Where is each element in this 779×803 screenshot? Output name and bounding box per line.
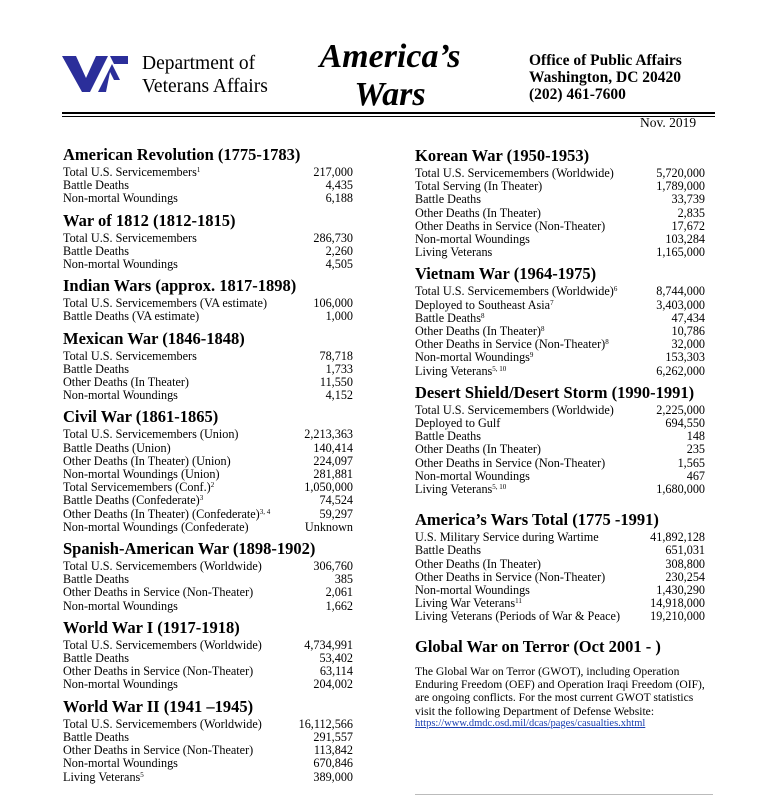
stat-label-text: Non-mortal Woundings bbox=[63, 388, 178, 403]
stat-value: 224,097 bbox=[313, 453, 353, 468]
stat-label-text: Total U.S. Servicemembers bbox=[63, 230, 197, 245]
war-title: Vietnam War (1964-1975) bbox=[415, 264, 597, 284]
stat-label bbox=[63, 521, 249, 534]
stat-value: 148 bbox=[686, 429, 705, 444]
stat-label bbox=[63, 258, 178, 271]
footnote-marker: 3 bbox=[199, 494, 204, 503]
stat-label-text: Total Serving (In Theater) bbox=[415, 179, 543, 194]
stat-value: 286,730 bbox=[313, 230, 353, 245]
stat-label-text: Living Veterans (Periods of War & Peace) bbox=[415, 609, 621, 624]
stat-row bbox=[63, 600, 353, 613]
department-name bbox=[142, 52, 268, 98]
stat-label-text: Battle Deaths (Confederate) bbox=[63, 493, 200, 508]
war-title: World War I (1917-1918) bbox=[63, 617, 240, 637]
stat-label-text: Battle Deaths bbox=[415, 543, 481, 558]
stat-label-text: Deployed to Southeast Asia bbox=[415, 297, 551, 312]
footnote-marker: 3, 4 bbox=[259, 507, 271, 516]
stat-value: 6,262,000 bbox=[656, 363, 705, 378]
footnote-marker: 11 bbox=[515, 597, 522, 606]
stat-value: 291,557 bbox=[313, 729, 353, 744]
stat-label bbox=[63, 678, 178, 691]
war-title: War of 1812 (1812-1815) bbox=[63, 210, 236, 230]
office-line3: (202) 461-7600 bbox=[529, 86, 626, 103]
stat-value: 19,210,000 bbox=[650, 609, 705, 624]
footnote-marker: 8 bbox=[605, 338, 609, 347]
stat-label-text: Total U.S. Servicemembers (Worldwide) bbox=[415, 284, 614, 299]
gwot-description: The Global War on Terror (GWOT), including Operation Enduring Freedom (OEF) and Operation Iraqi Freedom (OIF), are ongoing conflicts. For the most current GWOT statistics visit the following Department of Defense Website: bbox=[415, 664, 705, 718]
war-title: America’s Wars Total (1775 -1991) bbox=[415, 510, 659, 530]
stat-value: 1,662 bbox=[325, 598, 353, 613]
stat-label bbox=[63, 310, 199, 323]
footnote-marker: 5, 10 bbox=[492, 364, 507, 373]
stat-label-text: Total U.S. Servicemembers (Union) bbox=[63, 427, 239, 442]
stat-label-text: Total U.S. Servicemembers (Worldwide) bbox=[63, 716, 262, 731]
gwot-section bbox=[415, 636, 705, 729]
stat-value: 113,842 bbox=[313, 743, 353, 758]
stat-label-text: Living Veterans bbox=[415, 363, 493, 378]
war-title: Korean War (1950-1953) bbox=[415, 146, 590, 165]
stat-label-text: Non-mortal Woundings (Confederate) bbox=[63, 519, 249, 534]
stat-label-text: Other Deaths in Service (Non-Theater) bbox=[63, 585, 254, 600]
office-line1: Office of Public Affairs bbox=[529, 52, 682, 69]
stat-label-text: Other Deaths (In Theater) (Confederate) bbox=[63, 506, 260, 521]
stat-row bbox=[63, 192, 353, 205]
stat-label-text: Non-mortal Woundings bbox=[63, 191, 178, 206]
stat-label-text: Battle Deaths bbox=[63, 572, 129, 587]
stat-label-text: Non-mortal Woundings bbox=[63, 598, 178, 613]
stat-value: 467 bbox=[686, 468, 705, 483]
stat-label-text: Other Deaths in Service (Non-Theater) bbox=[415, 218, 606, 233]
stat-label-text: Other Deaths in Service (Non-Theater) bbox=[415, 337, 606, 352]
stat-label-text: Total U.S. Servicemembers (Worldwide) bbox=[415, 402, 614, 417]
stat-label-text: Other Deaths (In Theater) bbox=[415, 205, 541, 220]
stat-label-text: Other Deaths in Service (Non-Theater) bbox=[63, 743, 254, 758]
stat-label-text: Other Deaths in Service (Non-Theater) bbox=[63, 664, 254, 679]
stat-label-text: Total U.S. Servicemembers (Worldwide) bbox=[63, 637, 262, 652]
stat-row bbox=[63, 258, 353, 271]
stat-value: 306,760 bbox=[313, 559, 353, 574]
stat-label-text: Total Servicemembers (Conf.) bbox=[63, 480, 211, 495]
stat-label bbox=[63, 389, 178, 402]
stat-label-text: Living War Veterans bbox=[415, 596, 516, 611]
stat-label-text: Non-mortal Woundings bbox=[63, 756, 178, 771]
stat-value: 103,284 bbox=[665, 232, 705, 247]
stat-label bbox=[415, 246, 492, 259]
stat-value: 217,000 bbox=[313, 165, 353, 179]
stat-row bbox=[415, 610, 705, 623]
stat-value: 33,739 bbox=[671, 192, 705, 207]
stat-value: 47,434 bbox=[671, 310, 705, 325]
dept-line1: Department of bbox=[142, 53, 256, 74]
war-section bbox=[415, 382, 705, 496]
stat-value: 17,672 bbox=[671, 218, 705, 233]
stat-label-text: Total U.S. Servicemembers (Worldwide) bbox=[415, 166, 614, 180]
stat-row bbox=[63, 771, 353, 784]
stat-value: 4,152 bbox=[325, 388, 353, 403]
stat-value: 204,002 bbox=[313, 677, 353, 692]
stat-value: 670,846 bbox=[313, 756, 353, 771]
stat-value: 63,114 bbox=[319, 664, 353, 679]
stat-value: 2,213,363 bbox=[304, 427, 353, 442]
va-logo-icon bbox=[62, 50, 128, 94]
war-section bbox=[63, 275, 353, 323]
stat-value: 59,297 bbox=[319, 506, 353, 521]
stat-label-text: Battle Deaths bbox=[63, 651, 129, 666]
dod-casualties-link[interactable]: https://www.dmdc.osd.mil/dcas/pages/casualties.xhtml bbox=[415, 717, 646, 729]
stat-value: 32,000 bbox=[671, 337, 705, 352]
stat-label-text: Non-mortal Woundings bbox=[415, 468, 530, 483]
war-title: Civil War (1861-1865) bbox=[63, 407, 219, 427]
war-section bbox=[63, 538, 353, 613]
stat-value: 140,414 bbox=[313, 440, 353, 455]
stat-label-text: Non-mortal Woundings bbox=[63, 257, 178, 272]
stat-row bbox=[63, 310, 353, 323]
stat-value: 16,112,566 bbox=[298, 716, 353, 731]
stat-value: 8,744,000 bbox=[656, 284, 705, 299]
office-line2: Washington, DC 20420 bbox=[529, 69, 682, 86]
stat-label-text: Battle Deaths (VA estimate) bbox=[63, 309, 200, 324]
stat-value: 2,225,000 bbox=[656, 402, 705, 417]
war-section bbox=[415, 145, 705, 259]
stat-value: 2,061 bbox=[325, 585, 353, 600]
stat-label-text: Battle Deaths bbox=[63, 243, 129, 258]
stat-value: 235 bbox=[686, 442, 705, 457]
war-section bbox=[63, 696, 353, 784]
page-title bbox=[300, 38, 480, 114]
war-title: Spanish-American War (1898-1902) bbox=[63, 539, 316, 559]
war-section bbox=[63, 406, 353, 534]
stat-value: 230,254 bbox=[665, 569, 705, 584]
stat-value: 651,031 bbox=[665, 543, 705, 558]
footnote-marker: 8 bbox=[481, 311, 485, 320]
stat-value: 2,835 bbox=[677, 205, 705, 220]
stat-value: 153,303 bbox=[665, 350, 705, 365]
footnote-marker: 7 bbox=[550, 298, 554, 307]
stat-label bbox=[63, 600, 178, 613]
stat-row bbox=[415, 365, 705, 378]
stat-value: 41,892,128 bbox=[650, 530, 705, 545]
stat-value: 4,435 bbox=[325, 178, 353, 193]
stat-label bbox=[415, 610, 620, 623]
stat-value: 10,786 bbox=[671, 324, 705, 339]
stat-label-text: Battle Deaths bbox=[415, 192, 481, 207]
stat-value: 389,000 bbox=[313, 769, 353, 784]
stat-value: 11,550 bbox=[319, 375, 353, 390]
stat-label-text: Non-mortal Woundings bbox=[415, 350, 530, 365]
stat-label-text: Battle Deaths bbox=[63, 361, 129, 376]
stat-value: 1,430,290 bbox=[656, 583, 705, 598]
stat-row bbox=[63, 389, 353, 402]
stat-label-text: Non-mortal Woundings (Union) bbox=[63, 467, 220, 482]
stat-value: 1,680,000 bbox=[656, 482, 705, 497]
dept-line2: Veterans Affairs bbox=[142, 76, 268, 97]
war-title: Mexican War (1846-1848) bbox=[63, 328, 245, 348]
stat-row bbox=[63, 521, 353, 534]
stat-value: 308,800 bbox=[665, 556, 705, 571]
stat-value: Unknown bbox=[304, 519, 353, 534]
stat-value: 1,165,000 bbox=[656, 245, 705, 260]
war-section bbox=[63, 144, 353, 206]
bottom-rule bbox=[415, 794, 713, 795]
stat-value: 385 bbox=[334, 572, 353, 587]
stat-label bbox=[63, 192, 178, 205]
stat-label-text: Other Deaths (In Theater) (Union) bbox=[63, 453, 231, 468]
stat-label-text: Other Deaths (In Theater) bbox=[415, 556, 541, 571]
stat-value: 74,524 bbox=[319, 493, 353, 508]
stat-label-text: Total U.S. Servicemembers bbox=[63, 165, 197, 179]
footnote-marker: 5, 10 bbox=[492, 483, 507, 492]
office-info bbox=[529, 52, 682, 103]
stat-label-text: Battle Deaths bbox=[63, 729, 129, 744]
stat-label bbox=[415, 365, 506, 378]
war-section bbox=[63, 210, 353, 272]
war-title: Desert Shield/Desert Storm (1990-1991) bbox=[415, 382, 695, 402]
stat-label bbox=[415, 483, 506, 496]
stat-label-text: Total U.S. Servicemembers bbox=[63, 348, 197, 363]
header-rule-thick bbox=[62, 112, 715, 114]
stat-label-text: Other Deaths (In Theater) bbox=[415, 324, 541, 339]
stat-value: 2,260 bbox=[325, 243, 353, 258]
war-section bbox=[63, 328, 353, 403]
stat-label-text: Other Deaths in Service (Non-Theater) bbox=[415, 569, 606, 584]
stat-label-text: Battle Deaths (Union) bbox=[63, 440, 171, 455]
stat-label-text: Other Deaths (In Theater) bbox=[415, 442, 541, 457]
footnote-marker: 2 bbox=[210, 481, 215, 490]
stat-row bbox=[415, 246, 705, 259]
stat-value: 5,720,000 bbox=[656, 166, 705, 180]
stat-label-text: Battle Deaths bbox=[63, 178, 129, 193]
stat-value: 6,188 bbox=[325, 191, 353, 206]
title-line1: America’s bbox=[319, 38, 461, 75]
stat-label-text: Non-mortal Woundings bbox=[415, 232, 530, 247]
stat-value: 694,550 bbox=[665, 416, 705, 431]
left-column bbox=[63, 144, 353, 784]
stat-value: 1,565 bbox=[677, 455, 705, 470]
war-title: American Revolution (1775-1783) bbox=[63, 145, 301, 164]
stat-label-text: Living Veterans bbox=[415, 245, 493, 260]
stat-value: 14,918,000 bbox=[650, 596, 705, 611]
stat-value: 4,734,991 bbox=[304, 637, 353, 652]
stat-label-text: Living Veterans bbox=[415, 482, 493, 497]
stat-value: 53,402 bbox=[319, 651, 353, 666]
right-column bbox=[415, 145, 705, 729]
header-rule-thin bbox=[62, 116, 715, 117]
stat-label-text: Other Deaths (In Theater) bbox=[63, 375, 189, 390]
stat-label-text: Total U.S. Servicemembers (VA estimate) bbox=[63, 296, 268, 311]
stat-label-text: Non-mortal Woundings bbox=[63, 677, 178, 692]
stat-value: 281,881 bbox=[313, 467, 353, 482]
footnote-marker: 5 bbox=[140, 770, 144, 779]
stat-value: 4,505 bbox=[325, 257, 353, 272]
war-title: Indian Wars (approx. 1817-1898) bbox=[63, 276, 297, 296]
stat-value: 1,000 bbox=[325, 309, 353, 324]
stat-row bbox=[63, 678, 353, 691]
footnote-marker: 1 bbox=[196, 166, 201, 174]
stat-label-text: Other Deaths in Service (Non-Theater) bbox=[415, 455, 606, 470]
footnote-marker: 8 bbox=[541, 325, 545, 334]
war-section bbox=[415, 263, 705, 377]
stat-label-text: Non-mortal Woundings bbox=[415, 583, 530, 598]
stat-value: 1,789,000 bbox=[656, 179, 705, 194]
stat-value: 106,000 bbox=[313, 296, 353, 311]
stat-label bbox=[63, 771, 144, 784]
stat-value: 78,718 bbox=[319, 348, 353, 363]
stat-value: 1,050,000 bbox=[304, 480, 353, 495]
war-section bbox=[415, 509, 705, 623]
gwot-title: Global War on Terror (Oct 2001 - ) bbox=[415, 636, 661, 656]
stat-label-text: Battle Deaths bbox=[415, 310, 481, 325]
war-section bbox=[63, 617, 353, 692]
stat-label-text: U.S. Military Service during Wartime bbox=[415, 530, 599, 545]
stat-label-text: Deployed to Gulf bbox=[415, 416, 501, 431]
stat-label-text: Living Veterans bbox=[63, 769, 141, 784]
stat-row bbox=[415, 483, 705, 496]
footnote-marker: 9 bbox=[529, 351, 534, 360]
title-line2: Wars bbox=[354, 76, 426, 113]
stat-label-text: Total U.S. Servicemembers (Worldwide) bbox=[63, 559, 262, 574]
publication-date: Nov. 2019 bbox=[640, 115, 697, 130]
stat-label-text: Battle Deaths bbox=[415, 429, 481, 444]
stat-value: 1,733 bbox=[325, 361, 353, 376]
war-title: World War II (1941 –1945) bbox=[63, 696, 254, 716]
footnote-marker: 6 bbox=[613, 285, 618, 294]
stat-value: 3,403,000 bbox=[656, 297, 705, 312]
